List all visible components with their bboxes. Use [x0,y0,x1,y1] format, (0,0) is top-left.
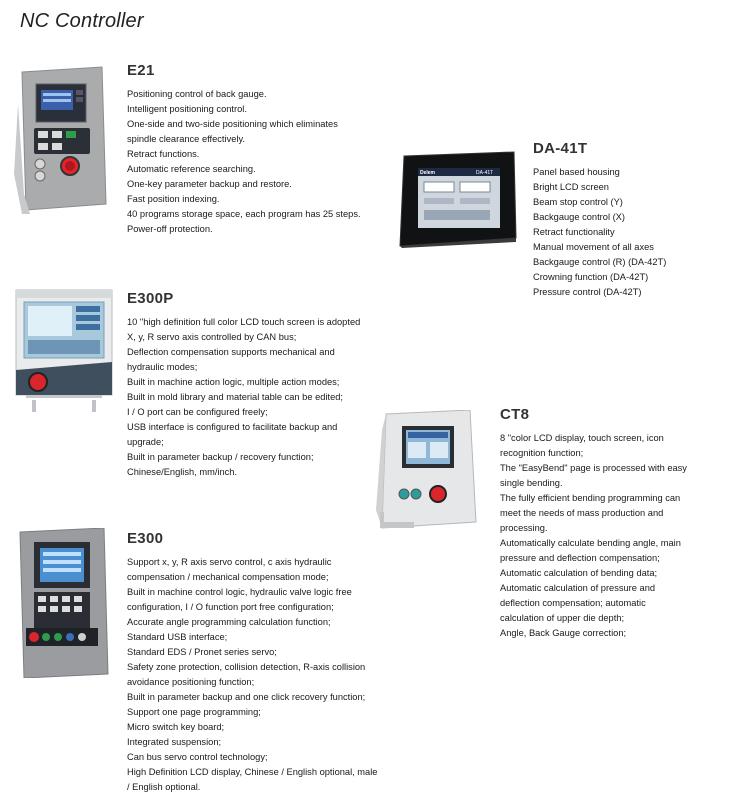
spec-line: I / O port can be configured freely; [127,407,268,417]
spec-line: Support one page programming; [127,707,261,717]
e300p-controller-image [14,288,114,413]
product-description [533,165,666,300]
spec-line: Support x, y, R axis servo control, c axis hydraulic [127,557,332,567]
e21-controller-image [14,64,114,214]
spec-line: Intelligent positioning control. [127,104,247,114]
spec-line: Bright LCD screen [533,182,609,192]
spec-line: calculation of upper die depth; [500,613,625,623]
spec-line: Retract functionality [533,227,615,237]
spec-line: Automatic calculation of bending data; [500,568,658,578]
page-title: NC Controller [20,10,144,32]
spec-line: Crowning function (DA-42T) [533,272,649,282]
spec-line: Backgauge control (R) (DA-42T) [533,257,667,267]
da41t-controller-image [396,150,518,248]
spec-line: 10 "high definition full color LCD touch screen is adopted [127,317,361,327]
spec-line: Pressure control (DA-42T) [533,287,642,297]
product-ct8 [500,406,687,641]
product-description [500,431,687,641]
spec-line: processing. [500,523,548,533]
spec-line: Backgauge control (X) [533,212,625,222]
product-e300p [127,290,360,480]
spec-line: configuration, I / O function port free configuration; [127,602,334,612]
spec-line: 40 programs storage space, each program has 25 steps. [127,209,361,219]
spec-line: Standard EDS / Pronet series servo; [127,647,277,657]
product-model: E300 [127,530,164,547]
product-model: E21 [127,62,155,79]
spec-line: Integrated suspension; [127,737,222,747]
spec-line: Automatically calculate bending angle, main [500,538,681,548]
spec-line: The fully efficient bending programming can [500,493,681,503]
spec-line: X, y, R servo axis controlled by CAN bus; [127,332,297,342]
spec-line: deflection compensation; automatic [500,598,646,608]
spec-line: compensation / mechanical compensation mode; [127,572,329,582]
spec-line: / English optional. [127,782,201,792]
spec-line: Standard USB interface; [127,632,228,642]
da41t-brand-label: Delem [420,170,436,176]
product-description [127,315,360,480]
da41t-device-label: DA-41T [476,170,494,176]
spec-line: Fast position indexing. [127,194,220,204]
product-model: E300P [127,290,174,307]
spec-line: Safety zone protection, collision detection, R-axis collision [127,662,366,672]
spec-line: Built in parameter backup / recovery function; [127,452,314,462]
e300-controller-image [12,528,112,678]
spec-line: Micro switch key board; [127,722,225,732]
spec-line: Power-off protection. [127,224,213,234]
spec-line: Built in machine control logic, hydraulic valve logic free [127,587,352,597]
spec-line: Beam stop control (Y) [533,197,623,207]
product-model: CT8 [500,406,530,423]
spec-line: One-side and two-side positioning which eliminates [127,119,338,129]
spec-line: avoidance positioning function; [127,677,255,687]
spec-line: Manual movement of all axes [533,242,654,252]
spec-line: recognition function; [500,448,584,458]
spec-line: meet the needs of mass production and [500,508,664,518]
spec-line: Built in machine action logic, multiple action modes; [127,377,340,387]
spec-line: Panel based housing [533,167,620,177]
spec-line: Accurate angle programming calculation function; [127,617,331,627]
product-e21 [127,62,361,237]
spec-line: single bending. [500,478,563,488]
spec-line: 8 "color LCD display, touch screen, icon [500,433,664,443]
product-description [127,555,377,795]
spec-line: spindle clearance effectively. [127,134,245,144]
spec-line: hydraulic modes; [127,362,198,372]
spec-line: upgrade; [127,437,164,447]
product-da41t [533,140,666,300]
ct8-controller-image [372,410,482,540]
spec-line: Positioning control of back gauge. [127,89,267,99]
spec-line: One-key parameter backup and restore. [127,179,292,189]
spec-line: Angle, Back Gauge correction; [500,628,627,638]
spec-line: Chinese/English, mm/inch. [127,467,238,477]
spec-line: Built in parameter backup and one click recovery function; [127,692,366,702]
spec-line: pressure and deflection compensation; [500,553,660,563]
spec-line: Retract functions. [127,149,200,159]
spec-line: USB interface is configured to facilitate backup and [127,422,338,432]
product-e300 [127,530,377,795]
spec-line: Automatic calculation of pressure and [500,583,656,593]
spec-line: Automatic reference searching. [127,164,256,174]
spec-line: High Definition LCD display, Chinese / English optional, male [127,767,378,777]
product-description [127,87,361,237]
spec-line: The "EasyBend" page is processed with easy [500,463,687,473]
spec-line: Built in mold library and material table can be edited; [127,392,344,402]
product-model: DA-41T [533,140,588,157]
spec-line: Deflection compensation supports mechanical and [127,347,335,357]
spec-line: Can bus servo control technology; [127,752,268,762]
